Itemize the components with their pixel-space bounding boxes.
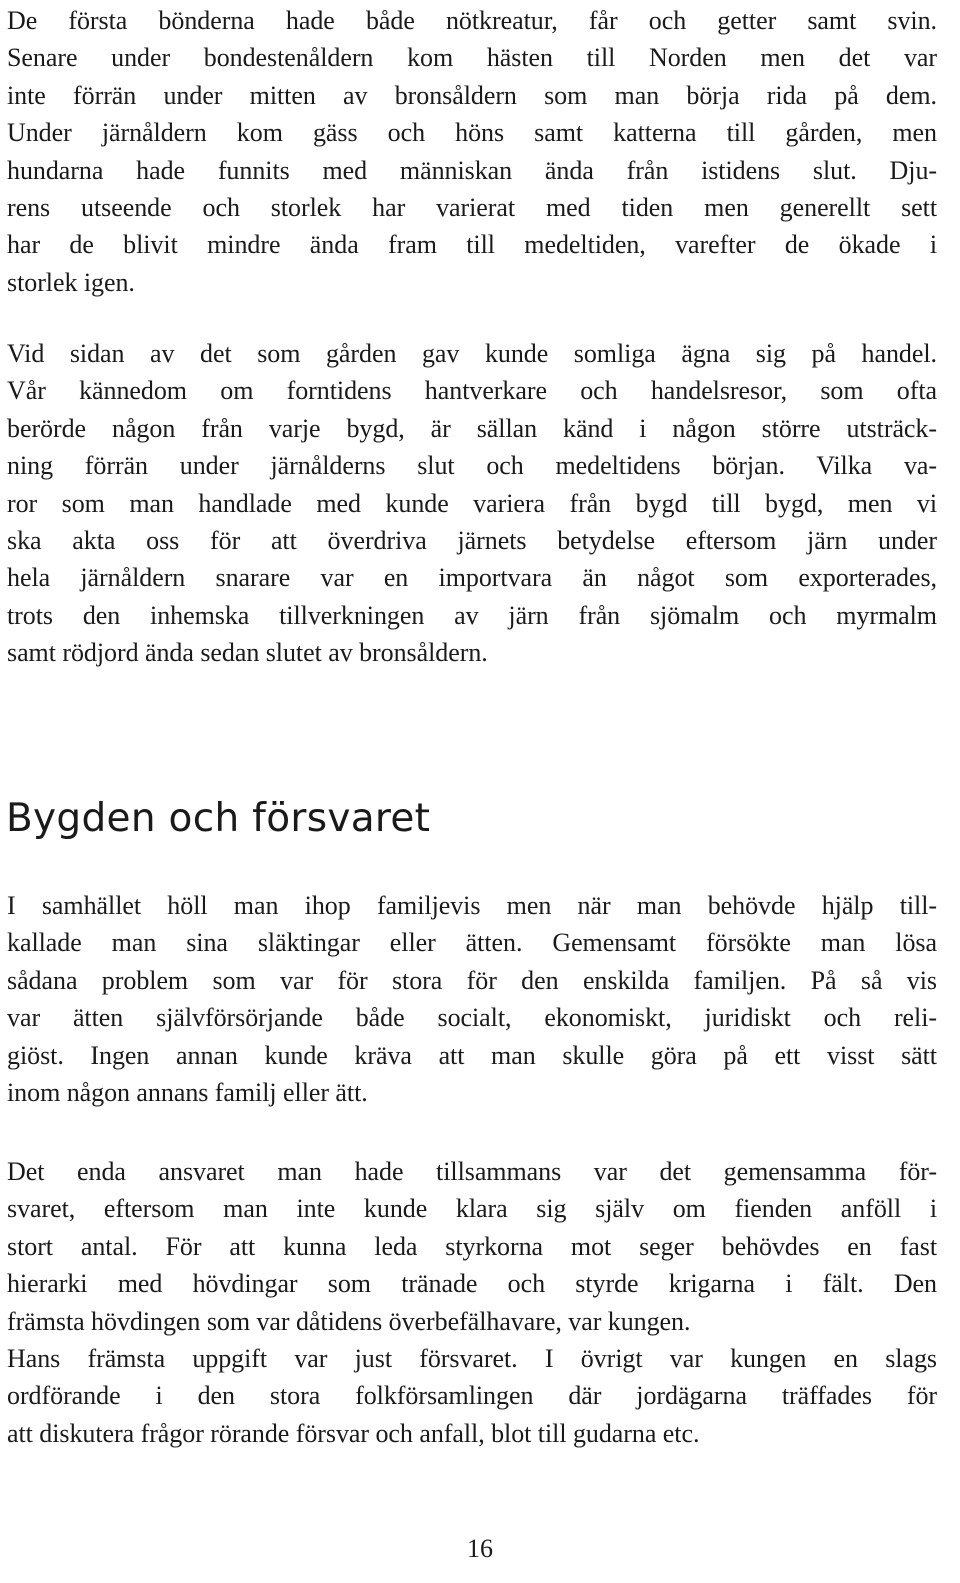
text-line: ska akta oss för att överdriva järnets betydelse eftersom järn under — [7, 526, 937, 556]
text-line: samt rödjord ända sedan slutet av bronsåldern. — [7, 638, 488, 668]
text-line: sådana problem som var för stora för den enskilda familjen. På så vis — [7, 965, 937, 995]
paragraph-trade — [7, 335, 937, 672]
text-line: berörde någon från varje bygd, är sällan känd i någon större utsträck- — [7, 413, 937, 443]
text-line: Under järnåldern kom gäss och höns samt katterna till gården, men — [7, 118, 937, 148]
text-line: var ätten självförsörjande både socialt, ekonomiskt, juridiskt och reli- — [7, 1003, 937, 1033]
text-line: storlek igen. — [7, 267, 135, 297]
text-line: hierarki med hövdingar som tränade och styrde krigarna i fält. Den — [7, 1269, 937, 1299]
text-line: kallade man sina släktingar eller ätten. Gemensamt försökte man lösa — [7, 928, 937, 958]
text-line: De första bönderna hade både nötkreatur, får och getter samt svin. — [7, 6, 937, 35]
text-line: hela järnåldern snarare var en importvara än något som exporterades, — [7, 563, 937, 593]
text-line: Hans främsta uppgift var just försvaret. I övrigt var kungen en slags — [7, 1344, 937, 1374]
text-line: att diskutera frågor rörande försvar och anfall, blot till gudarna etc. — [7, 1418, 700, 1448]
text-line: hundarna hade funnits med människan ända från istidens slut. Dju- — [7, 155, 937, 185]
text-line: trots den inhemska tillverkningen av järn från sjömalm och myrmalm — [7, 600, 937, 630]
text-line: inte förrän under mitten av bronsåldern som man börja rida på dem. — [7, 80, 937, 110]
paragraph-family — [7, 887, 937, 1111]
text-line: Vår kännedom om forntidens hantverkare och handelsresor, som ofta — [7, 376, 937, 406]
text-line: inom någon annans familj eller ätt. — [7, 1078, 368, 1108]
text-line: ror som man handlade med kunde variera från bygd till bygd, men vi — [7, 488, 937, 518]
text-line: stort antal. För att kunna leda styrkorna mot seger behövdes en fast — [7, 1231, 937, 1261]
text-line: I samhället höll man ihop familjevis men när man behövde hjälp till- — [7, 891, 937, 920]
paragraph-livestock — [7, 2, 937, 301]
text-line: Vid sidan av det som gården gav kunde somliga ägna sig på handel. — [7, 339, 937, 368]
text-line: Det enda ansvaret man hade tillsammans var det gemensamma för- — [7, 1157, 937, 1186]
text-line: giöst. Ingen annan kunde kräva att man skulle göra på ett visst sätt — [7, 1040, 937, 1070]
text-line: rens utseende och storlek har varierat med tiden men generellt sett — [7, 193, 937, 223]
text-line: främsta hövdingen som var dåtidens överbefälhavare, var kungen. — [7, 1306, 691, 1336]
paragraph-defence — [7, 1153, 937, 1452]
section-heading: Bygden och försvaret — [6, 796, 431, 841]
text-line: svaret, eftersom man inte kunde klara sig själv om fienden anföll i — [7, 1194, 937, 1224]
text-line: Senare under bondestenåldern kom hästen till Norden men det var — [7, 43, 937, 73]
text-line: ordförande i den stora folkförsamlingen där jordägarna träffades för — [7, 1381, 937, 1411]
text-line: har de blivit mindre ända fram till medeltiden, varefter de ökade i — [7, 230, 937, 260]
text-line: ning förrän under järnålderns slut och medeltidens början. Vilka va- — [7, 451, 937, 481]
page-number: 16 — [467, 1534, 493, 1563]
